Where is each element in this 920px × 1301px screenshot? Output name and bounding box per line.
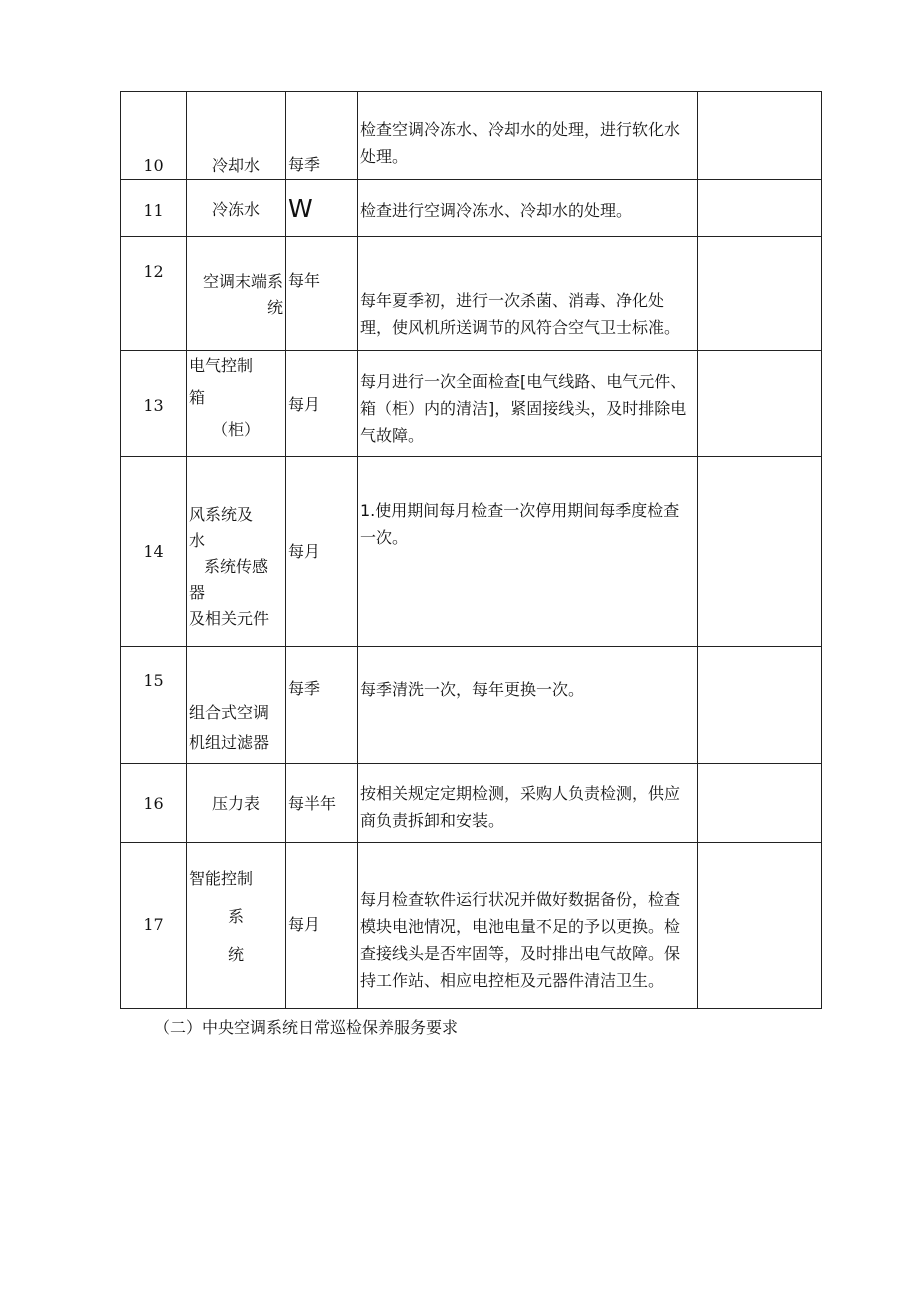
frequency-cell [286, 351, 358, 457]
content-cell [358, 764, 698, 843]
frequency: W [288, 194, 313, 223]
content-text: 每月进行一次全面检查[电气线路、电气元件、箱（柜）内的清洁]，紧固接线头，及时排除电气故障。 [360, 372, 687, 445]
content-cell [358, 647, 698, 764]
frequency-cell [286, 180, 358, 237]
category-line: 箱 [189, 388, 206, 407]
category-line: 智能控制 [189, 869, 254, 888]
row-number-cell [121, 843, 187, 1009]
row-number: 15 [143, 671, 164, 690]
category-line: （柜） [211, 420, 260, 439]
frequency: 每半年 [288, 794, 337, 813]
row-number-cell [121, 764, 187, 843]
frequency-cell [286, 237, 358, 351]
remark-cell [698, 351, 822, 457]
content-text: 检查进行空调冷冻水、冷却水的处理。 [360, 201, 633, 220]
category-cell [187, 351, 286, 457]
table-row [121, 457, 822, 647]
content-text: 每季清洗一次，每年更换一次。 [360, 680, 585, 699]
row-number: 13 [143, 396, 164, 415]
remark-cell [698, 457, 822, 647]
table-row [121, 764, 822, 843]
frequency-cell [286, 457, 358, 647]
frequency: 每月 [288, 395, 321, 414]
content-cell [358, 92, 698, 180]
category-cell [187, 92, 286, 180]
section-heading: （二）中央空调系统日常巡检保养服务要求 [154, 1018, 459, 1037]
row-number-cell [121, 351, 187, 457]
category-line: 系 [227, 907, 244, 926]
content-text: 检查空调冷冻水、冷却水的处理，进行软化水处理。 [360, 120, 681, 166]
content-cell [358, 351, 698, 457]
category-line: 风系统及 [189, 505, 254, 524]
row-number-cell [121, 457, 187, 647]
frequency-cell [286, 92, 358, 180]
table-row [121, 843, 822, 1009]
category-line: 及相关元件 [189, 609, 270, 628]
content-text: 按相关规定定期检测，采购人负责检测，供应商负责拆卸和安装。 [360, 784, 681, 830]
content-text: 每月检查软件运行状况并做好数据备份，检查模块电池情况，电池电量不足的予以更换。检查接线头是否牢固等，及时排出电气故障。保持工作站、相应电控柜及元器件清洁卫生。 [360, 890, 681, 990]
category-line: 统 [227, 945, 244, 964]
remark-cell [698, 843, 822, 1009]
row-number-cell [121, 647, 187, 764]
category-line: 器 [189, 583, 206, 602]
content-cell [358, 457, 698, 647]
row-number-cell [121, 180, 187, 237]
frequency: 每季 [288, 155, 321, 174]
content-cell [358, 843, 698, 1009]
table-row [121, 647, 822, 764]
category-cell [187, 843, 286, 1009]
remark-cell [698, 237, 822, 351]
table-row [121, 351, 822, 457]
content-text: 每年夏季初，进行一次杀菌、消毒、净化处理，使风机所送调节的风符合空气卫士标准。 [360, 291, 681, 337]
row-number: 10 [143, 156, 164, 175]
category-line: 统 [266, 298, 283, 317]
row-number: 11 [143, 201, 164, 220]
frequency: 每季 [288, 679, 321, 698]
row-number-cell [121, 92, 187, 180]
remark-cell [698, 92, 822, 180]
row-number: 17 [143, 915, 164, 934]
row-number: 12 [143, 262, 164, 281]
content-cell [358, 237, 698, 351]
category-line: 空调末端系 [202, 272, 283, 291]
frequency-cell [286, 764, 358, 843]
remark-cell [698, 180, 822, 237]
category-line: 冷却水 [211, 156, 260, 175]
category-line: 水 [189, 531, 206, 550]
content-text: 1.使用期间每月检查一次停用期间每季度检查一次。 [360, 501, 680, 547]
category-cell [187, 764, 286, 843]
row-number: 14 [143, 542, 164, 561]
remark-cell [698, 647, 822, 764]
remark-cell [698, 764, 822, 843]
table-row [121, 92, 822, 180]
category-cell [187, 647, 286, 764]
table-row [121, 180, 822, 237]
frequency: 每月 [288, 915, 321, 934]
category-line: 机组过滤器 [189, 733, 270, 752]
frequency-cell [286, 843, 358, 1009]
frequency-cell [286, 647, 358, 764]
maintenance-table [120, 91, 822, 1009]
category-line: 组合式空调 [189, 703, 270, 722]
row-number: 16 [143, 794, 164, 813]
category-line: 压力表 [211, 794, 260, 813]
category-line: 冷冻水 [211, 200, 260, 219]
frequency: 每年 [288, 271, 321, 290]
category-cell [187, 457, 286, 647]
table-row [121, 237, 822, 351]
category-cell [187, 237, 286, 351]
category-cell [187, 180, 286, 237]
category-line: 系统传感 [203, 557, 268, 576]
category-line: 电气控制 [189, 356, 254, 375]
content-cell [358, 180, 698, 237]
frequency: 每月 [288, 542, 321, 561]
row-number-cell [121, 237, 187, 351]
